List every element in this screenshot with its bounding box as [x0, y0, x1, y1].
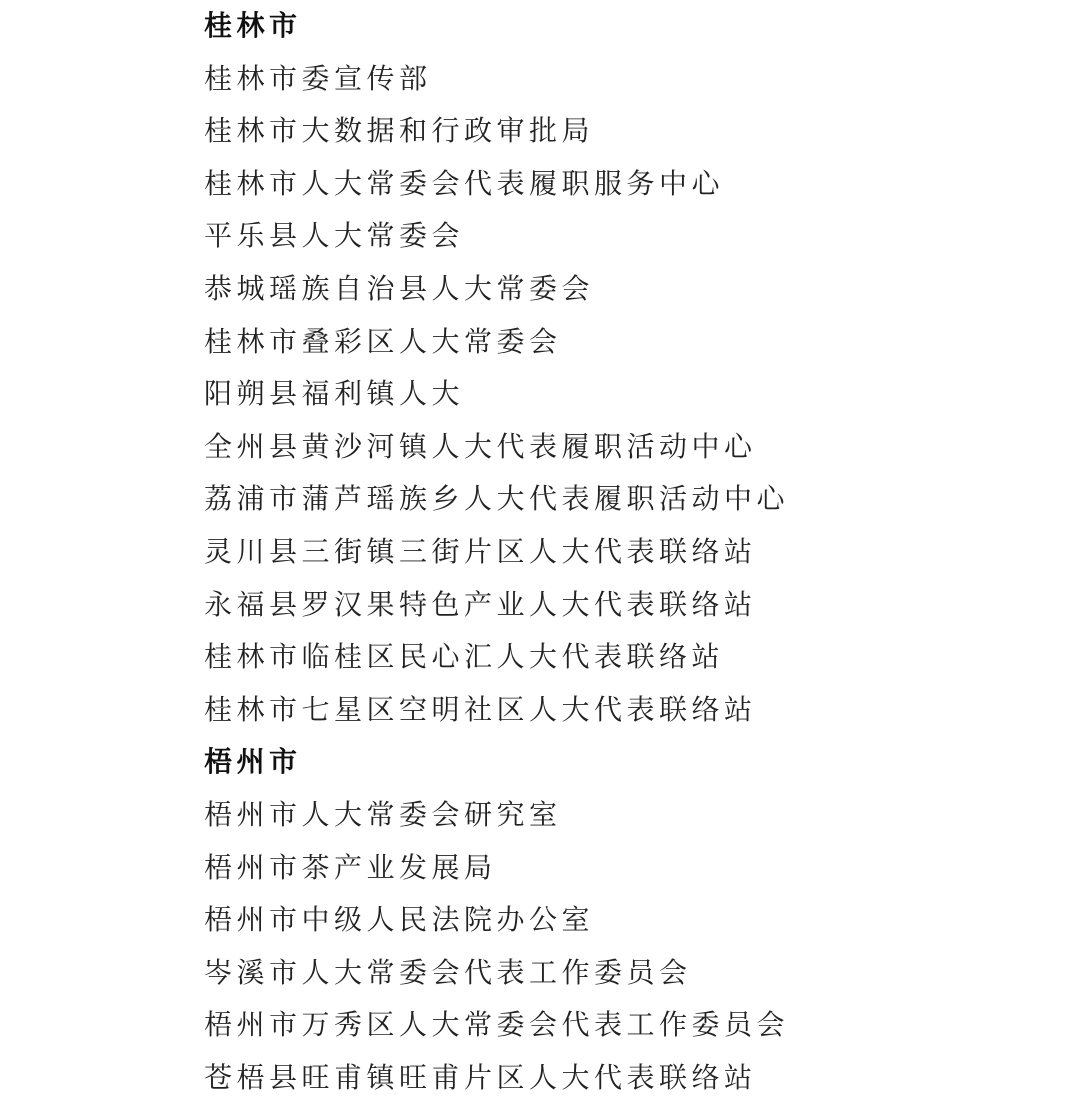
list-item: 桂林市大数据和行政审批局 — [204, 114, 595, 148]
list-item: 岑溪市人大常委会代表工作委员会 — [204, 955, 692, 989]
list-item: 荔浦市蒲芦瑶族乡人大代表履职活动中心 — [204, 482, 790, 516]
list-item: 永福县罗汉果特色产业人大代表联络站 — [204, 587, 757, 621]
list-item: 平乐县人大常委会 — [204, 219, 465, 253]
list-item: 全州县黄沙河镇人大代表履职活动中心 — [204, 429, 757, 463]
list-item: 梧州市中级人民法院办公室 — [204, 903, 595, 937]
list-item: 阳朔县福利镇人大 — [204, 377, 465, 411]
section-guilin — [204, 0, 1064, 736]
section-heading: 桂林市 — [204, 9, 302, 42]
list-item: 桂林市委宣传部 — [204, 61, 432, 95]
section-heading: 梧州市 — [204, 745, 302, 779]
list-item: 苍梧县旺甫镇旺甫片区人大代表联络站 — [204, 1060, 757, 1094]
list-item: 梧州市万秀区人大常委会代表工作委员会 — [204, 1008, 790, 1042]
list-item: 桂林市人大常委会代表履职服务中心 — [204, 166, 725, 200]
section-wuzhou — [204, 736, 1064, 1104]
list-item: 桂林市七星区空明社区人大代表联络站 — [204, 692, 757, 726]
list-item: 桂林市叠彩区人大常委会 — [204, 324, 562, 358]
list-item: 恭城瑶族自治县人大常委会 — [204, 271, 595, 305]
list-item: 梧州市茶产业发展局 — [204, 850, 497, 884]
list-item: 灵川县三街镇三街片区人大代表联络站 — [204, 534, 757, 568]
document-body — [204, 0, 1064, 1104]
list-item: 桂林市临桂区民心汇人大代表联络站 — [204, 640, 725, 674]
list-item: 梧州市人大常委会研究室 — [204, 797, 562, 831]
